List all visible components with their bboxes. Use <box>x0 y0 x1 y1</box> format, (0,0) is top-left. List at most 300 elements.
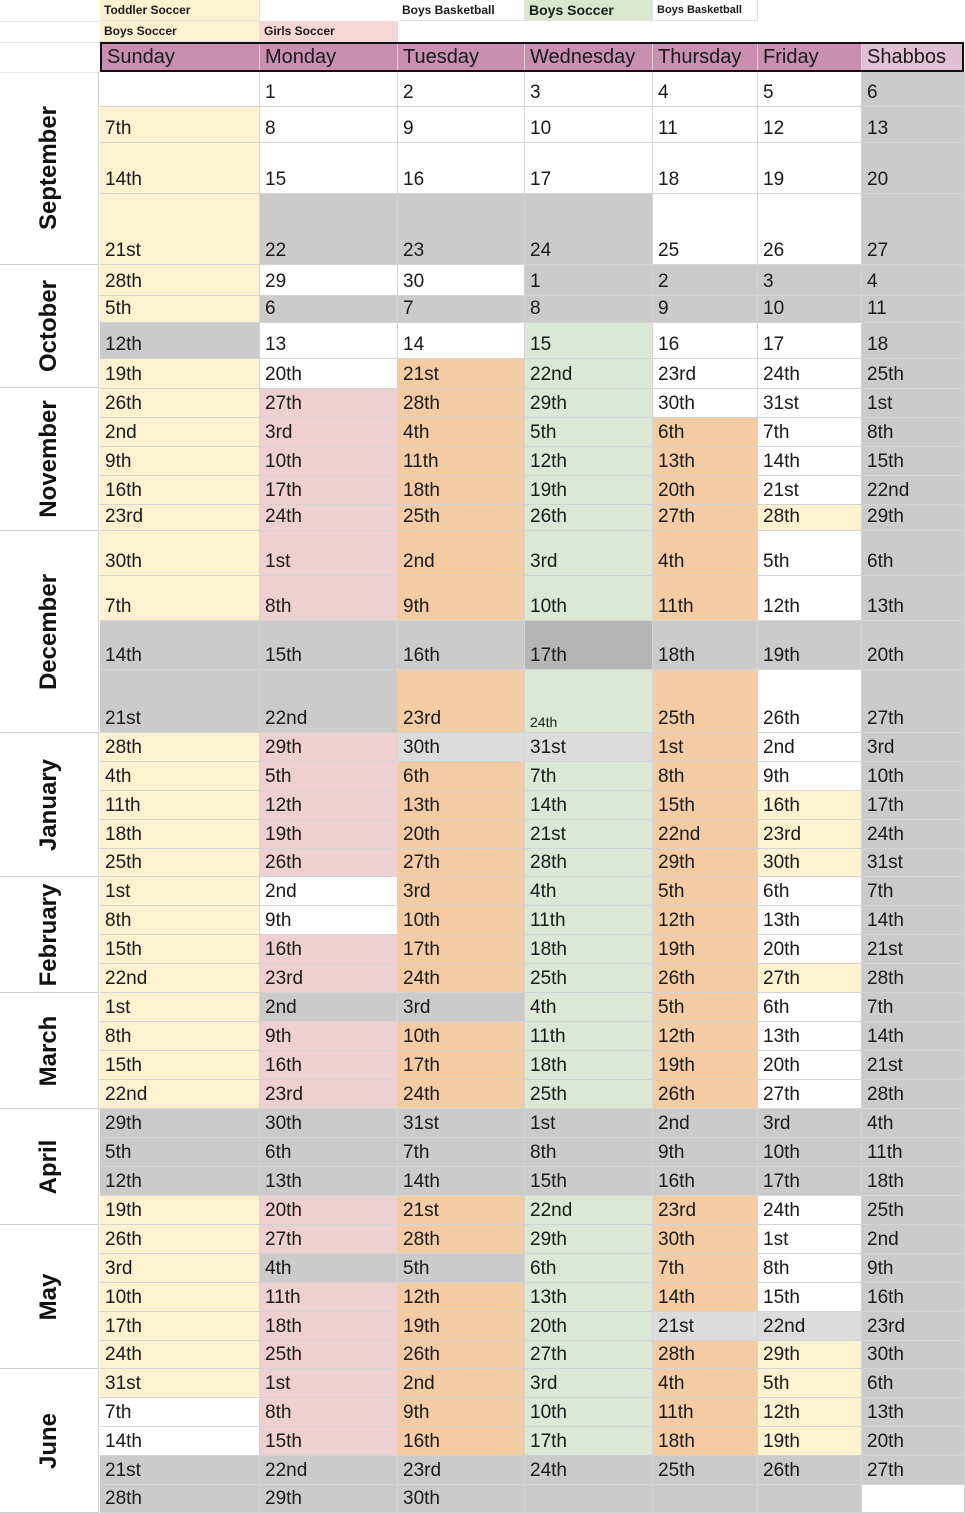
date-cell-tuesday[interactable]: 21st <box>398 1196 525 1225</box>
date-cell-monday[interactable]: 6th <box>260 1138 398 1167</box>
day-header-monday[interactable]: Monday <box>260 44 398 70</box>
date-cell-sunday[interactable]: 15th <box>100 1051 260 1080</box>
date-cell-sunday[interactable]: 5th <box>100 296 260 323</box>
date-cell-shabbos[interactable]: 27th <box>862 1456 965 1485</box>
day-header-tuesday[interactable]: Tuesday <box>398 44 525 70</box>
date-cell-monday[interactable]: 8 <box>260 107 398 143</box>
date-cell-thursday[interactable]: 30th <box>653 1225 758 1254</box>
date-cell-sunday[interactable]: 7th <box>100 1398 260 1427</box>
date-cell-thursday[interactable]: 30th <box>653 389 758 418</box>
date-cell-monday[interactable]: 16th <box>260 1051 398 1080</box>
date-cell-tuesday[interactable]: 9th <box>398 1398 525 1427</box>
date-cell-thursday[interactable]: 14th <box>653 1283 758 1312</box>
date-cell-tuesday[interactable]: 31st <box>398 1109 525 1138</box>
day-header-sunday[interactable]: Sunday <box>102 44 260 70</box>
legend-girls-soccer[interactable]: Girls Soccer <box>260 21 398 42</box>
date-cell-tuesday[interactable]: 23 <box>398 194 525 265</box>
date-cell-shabbos[interactable]: 7th <box>862 993 965 1022</box>
date-cell-sunday[interactable]: 28th <box>100 733 260 762</box>
date-cell-sunday[interactable]: 11th <box>100 791 260 820</box>
date-cell-friday[interactable]: 7th <box>758 418 862 447</box>
date-cell-shabbos[interactable]: 28th <box>862 964 965 993</box>
date-cell-monday[interactable]: 15 <box>260 143 398 194</box>
date-cell-friday[interactable]: 17th <box>758 1167 862 1196</box>
date-cell-tuesday[interactable]: 16 <box>398 143 525 194</box>
date-cell-tuesday[interactable]: 19th <box>398 1312 525 1341</box>
date-cell-tuesday[interactable]: 3rd <box>398 993 525 1022</box>
date-cell-sunday[interactable]: 23rd <box>100 505 260 531</box>
date-cell-thursday[interactable] <box>653 1485 758 1513</box>
date-cell-friday[interactable]: 9th <box>758 762 862 791</box>
date-cell-thursday[interactable]: 22nd <box>653 820 758 849</box>
date-cell-monday[interactable]: 29th <box>260 733 398 762</box>
date-cell-friday[interactable]: 6th <box>758 993 862 1022</box>
date-cell-wednesday[interactable]: 1 <box>525 265 653 296</box>
date-cell-wednesday[interactable]: 4th <box>525 877 653 906</box>
date-cell-thursday[interactable]: 16 <box>653 323 758 359</box>
date-cell-friday[interactable]: 22nd <box>758 1312 862 1341</box>
date-cell-tuesday[interactable]: 25th <box>398 505 525 531</box>
date-cell-monday[interactable]: 25th <box>260 1341 398 1369</box>
date-cell-thursday[interactable]: 23rd <box>653 359 758 389</box>
date-cell-wednesday[interactable]: 14th <box>525 791 653 820</box>
day-header-friday[interactable]: Friday <box>758 44 862 70</box>
date-cell-sunday[interactable]: 10th <box>100 1283 260 1312</box>
date-cell-thursday[interactable]: 11th <box>653 576 758 621</box>
date-cell-shabbos[interactable]: 25th <box>862 359 965 389</box>
date-cell-shabbos[interactable]: 25th <box>862 1196 965 1225</box>
date-cell-monday[interactable]: 9th <box>260 1022 398 1051</box>
date-cell-wednesday[interactable]: 11th <box>525 1022 653 1051</box>
legend-boys-soccer-wednesday[interactable]: Boys Soccer <box>525 0 653 21</box>
date-cell-thursday[interactable]: 27th <box>653 505 758 531</box>
date-cell-shabbos[interactable]: 30th <box>862 1341 965 1369</box>
date-cell-shabbos[interactable]: 11 <box>862 296 965 323</box>
date-cell-shabbos[interactable]: 22nd <box>862 476 965 505</box>
date-cell-friday[interactable]: 23rd <box>758 820 862 849</box>
date-cell-tuesday[interactable]: 2nd <box>398 1369 525 1398</box>
date-cell-sunday[interactable]: 25th <box>100 849 260 877</box>
date-cell-tuesday[interactable]: 24th <box>398 1080 525 1109</box>
date-cell-thursday[interactable]: 18 <box>653 143 758 194</box>
date-cell-sunday[interactable]: 28th <box>100 1485 260 1513</box>
date-cell-tuesday[interactable]: 28th <box>398 389 525 418</box>
date-cell-wednesday[interactable]: 18th <box>525 1051 653 1080</box>
date-cell-wednesday[interactable]: 11th <box>525 906 653 935</box>
date-cell-friday[interactable]: 3rd <box>758 1109 862 1138</box>
date-cell-shabbos[interactable]: 20 <box>862 143 965 194</box>
date-cell-sunday[interactable]: 30th <box>100 531 260 576</box>
date-cell-wednesday[interactable]: 17 <box>525 143 653 194</box>
date-cell-sunday[interactable]: 21st <box>100 194 260 265</box>
date-cell-shabbos[interactable]: 7th <box>862 877 965 906</box>
date-cell-monday[interactable]: 1 <box>260 72 398 107</box>
day-header-shabbos[interactable]: Shabbos <box>862 44 962 70</box>
date-cell-thursday[interactable]: 25 <box>653 194 758 265</box>
date-cell-wednesday[interactable]: 10th <box>525 576 653 621</box>
date-cell-thursday[interactable]: 5th <box>653 993 758 1022</box>
legend-boys-soccer-sunday[interactable]: Boys Soccer <box>100 21 260 42</box>
date-cell-monday[interactable]: 23rd <box>260 1080 398 1109</box>
date-cell-sunday[interactable]: 7th <box>100 107 260 143</box>
date-cell-shabbos[interactable]: 23rd <box>862 1312 965 1341</box>
date-cell-friday[interactable]: 12th <box>758 1398 862 1427</box>
date-cell-thursday[interactable]: 23rd <box>653 1196 758 1225</box>
date-cell-thursday[interactable]: 4th <box>653 1369 758 1398</box>
date-cell-tuesday[interactable]: 26th <box>398 1341 525 1369</box>
legend-boys-basketball-tuesday[interactable]: Boys Basketball <box>398 0 525 21</box>
date-cell-sunday[interactable]: 1st <box>100 993 260 1022</box>
date-cell-wednesday[interactable]: 25th <box>525 964 653 993</box>
date-cell-wednesday[interactable]: 17th <box>525 621 653 670</box>
date-cell-tuesday[interactable]: 4th <box>398 418 525 447</box>
date-cell-friday[interactable]: 29th <box>758 1341 862 1369</box>
date-cell-tuesday[interactable]: 24th <box>398 964 525 993</box>
date-cell-thursday[interactable]: 18th <box>653 1427 758 1456</box>
date-cell-sunday[interactable]: 12th <box>100 323 260 359</box>
date-cell-wednesday[interactable]: 20th <box>525 1312 653 1341</box>
date-cell-friday[interactable]: 20th <box>758 1051 862 1080</box>
date-cell-shabbos[interactable]: 4 <box>862 265 965 296</box>
date-cell-shabbos[interactable]: 11th <box>862 1138 965 1167</box>
date-cell-sunday[interactable]: 24th <box>100 1341 260 1369</box>
date-cell-friday[interactable]: 14th <box>758 447 862 476</box>
date-cell-friday[interactable]: 20th <box>758 935 862 964</box>
date-cell-thursday[interactable]: 9th <box>653 1138 758 1167</box>
date-cell-shabbos[interactable]: 13th <box>862 1398 965 1427</box>
date-cell-tuesday[interactable]: 16th <box>398 621 525 670</box>
date-cell-friday[interactable]: 31st <box>758 389 862 418</box>
date-cell-tuesday[interactable]: 5th <box>398 1254 525 1283</box>
date-cell-wednesday[interactable]: 3rd <box>525 531 653 576</box>
date-cell-friday[interactable]: 19th <box>758 1427 862 1456</box>
date-cell-monday[interactable]: 26th <box>260 849 398 877</box>
date-cell-monday[interactable]: 17th <box>260 476 398 505</box>
date-cell-tuesday[interactable]: 27th <box>398 849 525 877</box>
date-cell-tuesday[interactable]: 30 <box>398 265 525 296</box>
date-cell-wednesday[interactable]: 3 <box>525 72 653 107</box>
date-cell-friday[interactable]: 26th <box>758 1456 862 1485</box>
date-cell-sunday[interactable]: 29th <box>100 1109 260 1138</box>
date-cell-tuesday[interactable]: 14 <box>398 323 525 359</box>
date-cell-thursday[interactable]: 19th <box>653 935 758 964</box>
date-cell-monday[interactable]: 22 <box>260 194 398 265</box>
date-cell-friday[interactable]: 6th <box>758 877 862 906</box>
date-cell-friday[interactable] <box>758 1485 862 1513</box>
date-cell-tuesday[interactable]: 10th <box>398 1022 525 1051</box>
date-cell-monday[interactable]: 5th <box>260 762 398 791</box>
date-cell-wednesday[interactable]: 12th <box>525 447 653 476</box>
date-cell-tuesday[interactable]: 6th <box>398 762 525 791</box>
date-cell-shabbos[interactable]: 6th <box>862 531 965 576</box>
date-cell-sunday[interactable]: 9th <box>100 447 260 476</box>
date-cell-wednesday[interactable]: 24th <box>525 670 653 733</box>
date-cell-shabbos[interactable]: 20th <box>862 1427 965 1456</box>
date-cell-friday[interactable]: 1st <box>758 1225 862 1254</box>
date-cell-friday[interactable]: 10 <box>758 296 862 323</box>
date-cell-monday[interactable]: 18th <box>260 1312 398 1341</box>
date-cell-tuesday[interactable]: 7th <box>398 1138 525 1167</box>
date-cell-thursday[interactable]: 1st <box>653 733 758 762</box>
date-cell-shabbos[interactable]: 17th <box>862 791 965 820</box>
date-cell-tuesday[interactable]: 3rd <box>398 877 525 906</box>
date-cell-thursday[interactable]: 28th <box>653 1341 758 1369</box>
date-cell-thursday[interactable]: 9 <box>653 296 758 323</box>
date-cell-sunday[interactable]: 1st <box>100 877 260 906</box>
date-cell-friday[interactable]: 24th <box>758 359 862 389</box>
date-cell-tuesday[interactable]: 18th <box>398 476 525 505</box>
date-cell-shabbos[interactable]: 21st <box>862 935 965 964</box>
date-cell-monday[interactable]: 22nd <box>260 670 398 733</box>
date-cell-shabbos[interactable]: 16th <box>862 1283 965 1312</box>
date-cell-sunday[interactable] <box>100 72 260 107</box>
date-cell-shabbos[interactable]: 8th <box>862 418 965 447</box>
date-cell-friday[interactable]: 30th <box>758 849 862 877</box>
date-cell-sunday[interactable]: 31st <box>100 1369 260 1398</box>
date-cell-sunday[interactable]: 22nd <box>100 1080 260 1109</box>
date-cell-thursday[interactable]: 25th <box>653 1456 758 1485</box>
date-cell-sunday[interactable]: 3rd <box>100 1254 260 1283</box>
date-cell-sunday[interactable]: 15th <box>100 935 260 964</box>
date-cell-thursday[interactable]: 26th <box>653 1080 758 1109</box>
date-cell-wednesday[interactable]: 15 <box>525 323 653 359</box>
date-cell-shabbos[interactable]: 2nd <box>862 1225 965 1254</box>
date-cell-tuesday[interactable]: 11th <box>398 447 525 476</box>
date-cell-friday[interactable]: 24th <box>758 1196 862 1225</box>
date-cell-thursday[interactable]: 15th <box>653 791 758 820</box>
date-cell-monday[interactable]: 15th <box>260 1427 398 1456</box>
date-cell-wednesday[interactable]: 31st <box>525 733 653 762</box>
date-cell-wednesday[interactable]: 29th <box>525 1225 653 1254</box>
date-cell-thursday[interactable]: 2nd <box>653 1109 758 1138</box>
date-cell-thursday[interactable]: 26th <box>653 964 758 993</box>
date-cell-sunday[interactable]: 5th <box>100 1138 260 1167</box>
date-cell-sunday[interactable]: 22nd <box>100 964 260 993</box>
date-cell-wednesday[interactable]: 8 <box>525 296 653 323</box>
date-cell-wednesday[interactable]: 7th <box>525 762 653 791</box>
date-cell-tuesday[interactable]: 23rd <box>398 670 525 733</box>
date-cell-sunday[interactable]: 7th <box>100 576 260 621</box>
date-cell-wednesday[interactable]: 10 <box>525 107 653 143</box>
date-cell-sunday[interactable]: 12th <box>100 1167 260 1196</box>
date-cell-monday[interactable]: 29th <box>260 1485 398 1513</box>
date-cell-friday[interactable]: 13th <box>758 906 862 935</box>
date-cell-tuesday[interactable]: 2 <box>398 72 525 107</box>
date-cell-thursday[interactable]: 13th <box>653 447 758 476</box>
date-cell-friday[interactable]: 16th <box>758 791 862 820</box>
date-cell-shabbos[interactable]: 6th <box>862 1369 965 1398</box>
date-cell-sunday[interactable]: 26th <box>100 389 260 418</box>
date-cell-shabbos[interactable]: 13th <box>862 576 965 621</box>
date-cell-thursday[interactable]: 4th <box>653 531 758 576</box>
date-cell-thursday[interactable]: 11 <box>653 107 758 143</box>
date-cell-wednesday[interactable]: 24th <box>525 1456 653 1485</box>
date-cell-thursday[interactable]: 18th <box>653 621 758 670</box>
date-cell-wednesday[interactable]: 10th <box>525 1398 653 1427</box>
date-cell-monday[interactable]: 22nd <box>260 1456 398 1485</box>
date-cell-sunday[interactable]: 21st <box>100 1456 260 1485</box>
date-cell-wednesday[interactable]: 25th <box>525 1080 653 1109</box>
date-cell-tuesday[interactable]: 28th <box>398 1225 525 1254</box>
date-cell-monday[interactable]: 12th <box>260 791 398 820</box>
date-cell-tuesday[interactable]: 17th <box>398 935 525 964</box>
date-cell-tuesday[interactable]: 30th <box>398 733 525 762</box>
date-cell-monday[interactable]: 13 <box>260 323 398 359</box>
date-cell-thursday[interactable]: 5th <box>653 877 758 906</box>
date-cell-thursday[interactable]: 2 <box>653 265 758 296</box>
date-cell-shabbos[interactable]: 27 <box>862 194 965 265</box>
date-cell-wednesday[interactable]: 4th <box>525 993 653 1022</box>
date-cell-friday[interactable]: 19th <box>758 621 862 670</box>
date-cell-shabbos[interactable]: 9th <box>862 1254 965 1283</box>
date-cell-shabbos[interactable]: 15th <box>862 447 965 476</box>
date-cell-shabbos[interactable] <box>862 1485 965 1513</box>
date-cell-monday[interactable]: 8th <box>260 576 398 621</box>
date-cell-monday[interactable]: 30th <box>260 1109 398 1138</box>
date-cell-tuesday[interactable]: 10th <box>398 906 525 935</box>
date-cell-friday[interactable]: 5th <box>758 1369 862 1398</box>
date-cell-friday[interactable]: 8th <box>758 1254 862 1283</box>
date-cell-wednesday[interactable]: 1st <box>525 1109 653 1138</box>
date-cell-monday[interactable]: 3rd <box>260 418 398 447</box>
date-cell-wednesday[interactable]: 22nd <box>525 359 653 389</box>
date-cell-friday[interactable]: 21st <box>758 476 862 505</box>
date-cell-wednesday[interactable]: 29th <box>525 389 653 418</box>
date-cell-wednesday[interactable]: 22nd <box>525 1196 653 1225</box>
date-cell-sunday[interactable]: 14th <box>100 1427 260 1456</box>
date-cell-monday[interactable]: 16th <box>260 935 398 964</box>
date-cell-tuesday[interactable]: 9 <box>398 107 525 143</box>
date-cell-tuesday[interactable]: 9th <box>398 576 525 621</box>
date-cell-friday[interactable]: 27th <box>758 964 862 993</box>
date-cell-friday[interactable]: 27th <box>758 1080 862 1109</box>
date-cell-monday[interactable]: 11th <box>260 1283 398 1312</box>
date-cell-thursday[interactable]: 12th <box>653 1022 758 1051</box>
date-cell-friday[interactable]: 15th <box>758 1283 862 1312</box>
date-cell-shabbos[interactable]: 20th <box>862 621 965 670</box>
date-cell-sunday[interactable]: 4th <box>100 762 260 791</box>
legend-boys-basketball-thursday[interactable]: Boys Basketball <box>653 0 758 21</box>
date-cell-sunday[interactable]: 16th <box>100 476 260 505</box>
date-cell-thursday[interactable]: 25th <box>653 670 758 733</box>
date-cell-wednesday[interactable]: 26th <box>525 505 653 531</box>
date-cell-thursday[interactable]: 29th <box>653 849 758 877</box>
date-cell-shabbos[interactable]: 13 <box>862 107 965 143</box>
date-cell-monday[interactable]: 10th <box>260 447 398 476</box>
date-cell-monday[interactable]: 4th <box>260 1254 398 1283</box>
legend-toddler-soccer[interactable]: Toddler Soccer <box>100 0 260 21</box>
date-cell-monday[interactable]: 27th <box>260 1225 398 1254</box>
date-cell-monday[interactable]: 9th <box>260 906 398 935</box>
date-cell-monday[interactable]: 15th <box>260 621 398 670</box>
date-cell-tuesday[interactable]: 17th <box>398 1051 525 1080</box>
date-cell-wednesday[interactable]: 18th <box>525 935 653 964</box>
date-cell-shabbos[interactable]: 4th <box>862 1109 965 1138</box>
date-cell-thursday[interactable]: 11th <box>653 1398 758 1427</box>
date-cell-thursday[interactable]: 20th <box>653 476 758 505</box>
date-cell-shabbos[interactable]: 14th <box>862 906 965 935</box>
date-cell-friday[interactable]: 17 <box>758 323 862 359</box>
date-cell-thursday[interactable]: 16th <box>653 1167 758 1196</box>
date-cell-sunday[interactable]: 21st <box>100 670 260 733</box>
date-cell-shabbos[interactable]: 21st <box>862 1051 965 1080</box>
date-cell-shabbos[interactable]: 31st <box>862 849 965 877</box>
date-cell-friday[interactable]: 28th <box>758 505 862 531</box>
day-header-wednesday[interactable]: Wednesday <box>525 44 653 70</box>
date-cell-sunday[interactable]: 2nd <box>100 418 260 447</box>
date-cell-wednesday[interactable]: 15th <box>525 1167 653 1196</box>
date-cell-shabbos[interactable]: 1st <box>862 389 965 418</box>
date-cell-monday[interactable]: 8th <box>260 1398 398 1427</box>
date-cell-wednesday[interactable]: 24 <box>525 194 653 265</box>
date-cell-monday[interactable]: 19th <box>260 820 398 849</box>
date-cell-thursday[interactable]: 21st <box>653 1312 758 1341</box>
date-cell-sunday[interactable]: 28th <box>100 265 260 296</box>
date-cell-friday[interactable]: 2nd <box>758 733 862 762</box>
date-cell-wednesday[interactable]: 8th <box>525 1138 653 1167</box>
date-cell-thursday[interactable]: 12th <box>653 906 758 935</box>
day-header-thursday[interactable]: Thursday <box>653 44 758 70</box>
date-cell-monday[interactable]: 6 <box>260 296 398 323</box>
date-cell-friday[interactable]: 26th <box>758 670 862 733</box>
date-cell-monday[interactable]: 1st <box>260 1369 398 1398</box>
date-cell-shabbos[interactable]: 29th <box>862 505 965 531</box>
date-cell-sunday[interactable]: 8th <box>100 906 260 935</box>
date-cell-tuesday[interactable]: 23rd <box>398 1456 525 1485</box>
date-cell-monday[interactable]: 13th <box>260 1167 398 1196</box>
date-cell-sunday[interactable]: 14th <box>100 143 260 194</box>
date-cell-sunday[interactable]: 26th <box>100 1225 260 1254</box>
date-cell-sunday[interactable]: 17th <box>100 1312 260 1341</box>
date-cell-thursday[interactable]: 6th <box>653 418 758 447</box>
date-cell-wednesday[interactable]: 6th <box>525 1254 653 1283</box>
date-cell-monday[interactable]: 20th <box>260 359 398 389</box>
date-cell-friday[interactable]: 5 <box>758 72 862 107</box>
date-cell-friday[interactable]: 12 <box>758 107 862 143</box>
date-cell-monday[interactable]: 29 <box>260 265 398 296</box>
date-cell-wednesday[interactable]: 13th <box>525 1283 653 1312</box>
date-cell-tuesday[interactable]: 13th <box>398 791 525 820</box>
date-cell-wednesday[interactable]: 17th <box>525 1427 653 1456</box>
date-cell-shabbos[interactable]: 3rd <box>862 733 965 762</box>
date-cell-sunday[interactable]: 19th <box>100 359 260 389</box>
date-cell-tuesday[interactable]: 30th <box>398 1485 525 1513</box>
date-cell-monday[interactable]: 2nd <box>260 993 398 1022</box>
date-cell-shabbos[interactable]: 14th <box>862 1022 965 1051</box>
date-cell-wednesday[interactable]: 19th <box>525 476 653 505</box>
date-cell-shabbos[interactable]: 28th <box>862 1080 965 1109</box>
date-cell-wednesday[interactable]: 27th <box>525 1341 653 1369</box>
date-cell-wednesday[interactable]: 28th <box>525 849 653 877</box>
date-cell-thursday[interactable]: 7th <box>653 1254 758 1283</box>
date-cell-friday[interactable]: 26 <box>758 194 862 265</box>
date-cell-sunday[interactable]: 18th <box>100 820 260 849</box>
date-cell-shabbos[interactable]: 18 <box>862 323 965 359</box>
date-cell-tuesday[interactable]: 16th <box>398 1427 525 1456</box>
date-cell-sunday[interactable]: 14th <box>100 621 260 670</box>
date-cell-sunday[interactable]: 19th <box>100 1196 260 1225</box>
date-cell-monday[interactable]: 2nd <box>260 877 398 906</box>
date-cell-monday[interactable]: 24th <box>260 505 398 531</box>
date-cell-wednesday[interactable]: 21st <box>525 820 653 849</box>
date-cell-tuesday[interactable]: 12th <box>398 1283 525 1312</box>
date-cell-tuesday[interactable]: 7 <box>398 296 525 323</box>
date-cell-monday[interactable]: 1st <box>260 531 398 576</box>
date-cell-shabbos[interactable]: 6 <box>862 72 965 107</box>
date-cell-wednesday[interactable]: 5th <box>525 418 653 447</box>
date-cell-monday[interactable]: 23rd <box>260 964 398 993</box>
date-cell-shabbos[interactable]: 27th <box>862 670 965 733</box>
